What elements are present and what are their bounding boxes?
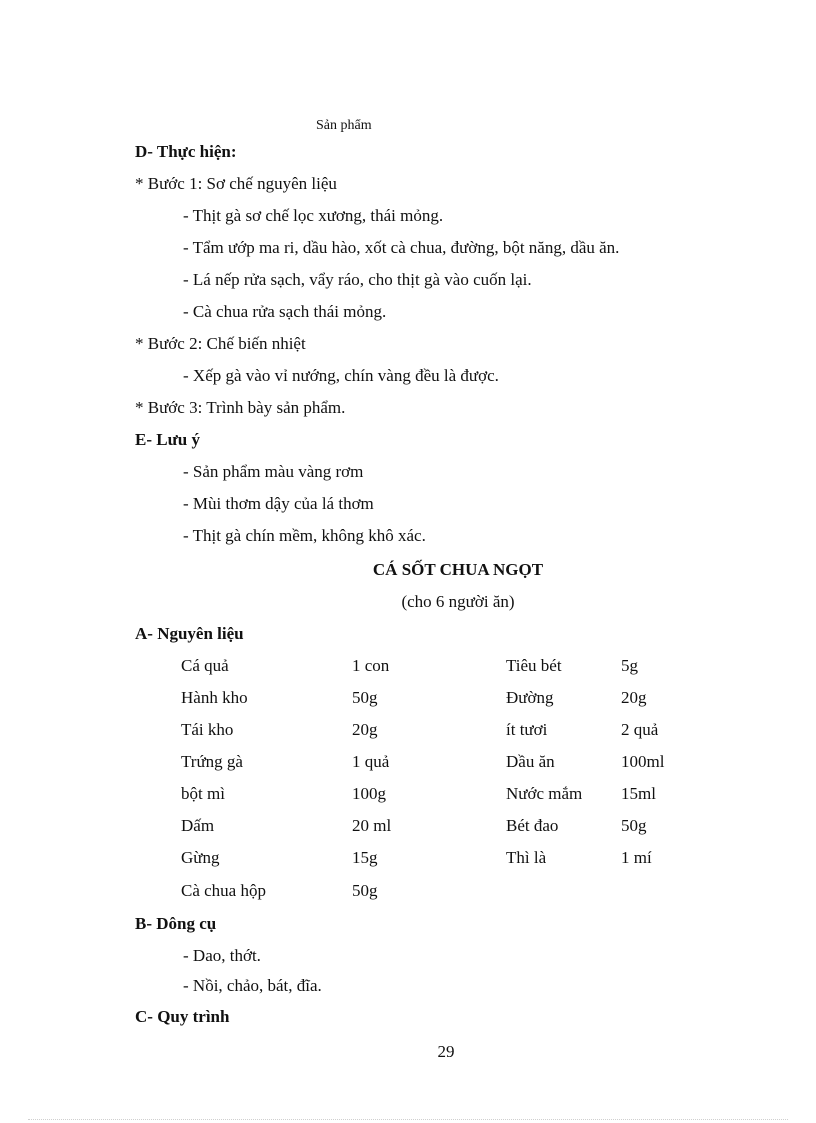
step-1-item: - Tẩm ướp ma ri, dầu hào, xốt cà chua, đường, bột năng, dầu ăn. (183, 238, 620, 257)
ingredient-name: bột mì (181, 784, 225, 803)
ingredient-name: Cá quả (181, 656, 229, 675)
ingredient-quantity: 5g (621, 656, 638, 675)
ingredient-quantity: 2 quả (621, 720, 659, 739)
ingredient-name: Thì là (506, 848, 547, 867)
image-caption: Sản phẩm (316, 118, 372, 133)
section-b-heading: B- Dông cụ (135, 914, 217, 933)
note-item: - Thịt gà chín mềm, không khô xác. (183, 526, 426, 545)
ingredient-name: Tiêu bét (506, 656, 562, 675)
ingredient-name: Dầu ăn (506, 752, 555, 771)
section-a-heading: A- Nguyên liệu (135, 624, 244, 643)
ingredient-quantity: 20g (352, 720, 378, 739)
step-2-item: - Xếp gà vào vỉ nướng, chín vàng đều là được. (183, 366, 499, 385)
ingredient-quantity: 50g (352, 881, 378, 900)
ingredient-quantity: 1 quả (352, 752, 390, 771)
ingredient-quantity: 15ml (621, 784, 656, 803)
section-e-heading: E- Lưu ý (135, 430, 200, 449)
note-item: - Mùi thơm dậy của lá thơm (183, 494, 374, 513)
ingredient-name: Trứng gà (181, 752, 243, 771)
tool-item: - Dao, thớt. (183, 946, 261, 965)
note-item: - Sản phẩm màu vàng rơm (183, 462, 364, 481)
page-number: 29 (437, 1042, 455, 1061)
recipe-subtitle: (cho 6 người ăn) (401, 592, 515, 611)
step-3-heading: * Bước 3: Trình bày sản phẩm. (135, 398, 346, 417)
ingredient-quantity: 1 con (352, 656, 390, 675)
tool-item: - Nồi, chảo, bát, đĩa. (183, 976, 322, 995)
step-1-heading: * Bước 1: Sơ chế nguyên liệu (135, 174, 337, 193)
page-bottom-divider (28, 1119, 788, 1120)
ingredient-quantity: 20 ml (352, 816, 392, 835)
ingredient-quantity: 20g (621, 688, 647, 707)
step-1-item: - Thịt gà sơ chế lọc xương, thái mỏng. (183, 206, 444, 225)
step-1-item: - Cà chua rửa sạch thái mỏng. (183, 302, 387, 321)
recipe-title: CÁ SỐT CHUA NGỌT (372, 560, 544, 579)
ingredient-name: Gừng (181, 848, 220, 867)
ingredient-name: Hành kho (181, 688, 248, 707)
ingredient-name: Cà chua hộp (181, 881, 266, 900)
ingredient-name: Đường (506, 688, 554, 707)
ingredient-name: Bét đao (506, 816, 559, 835)
ingredient-quantity: 100ml (621, 752, 665, 771)
ingredient-name: Tái kho (181, 720, 234, 739)
ingredient-quantity: 15g (352, 848, 378, 867)
section-c-heading: C- Quy trình (135, 1007, 230, 1026)
step-2-heading: * Bước 2: Chế biến nhiệt (135, 334, 306, 353)
ingredient-name: Nước mắm (506, 784, 583, 803)
ingredient-quantity: 1 mí (621, 848, 652, 867)
ingredient-name: ít tươi (506, 720, 548, 739)
step-1-item: - Lá nếp rửa sạch, vẩy ráo, cho thịt gà vào cuốn lại. (183, 270, 532, 289)
ingredient-quantity: 100g (352, 784, 386, 803)
ingredient-quantity: 50g (621, 816, 647, 835)
section-d-heading: D- Thực hiện: (135, 142, 237, 161)
ingredient-quantity: 50g (352, 688, 378, 707)
ingredient-name: Dấm (181, 816, 215, 835)
